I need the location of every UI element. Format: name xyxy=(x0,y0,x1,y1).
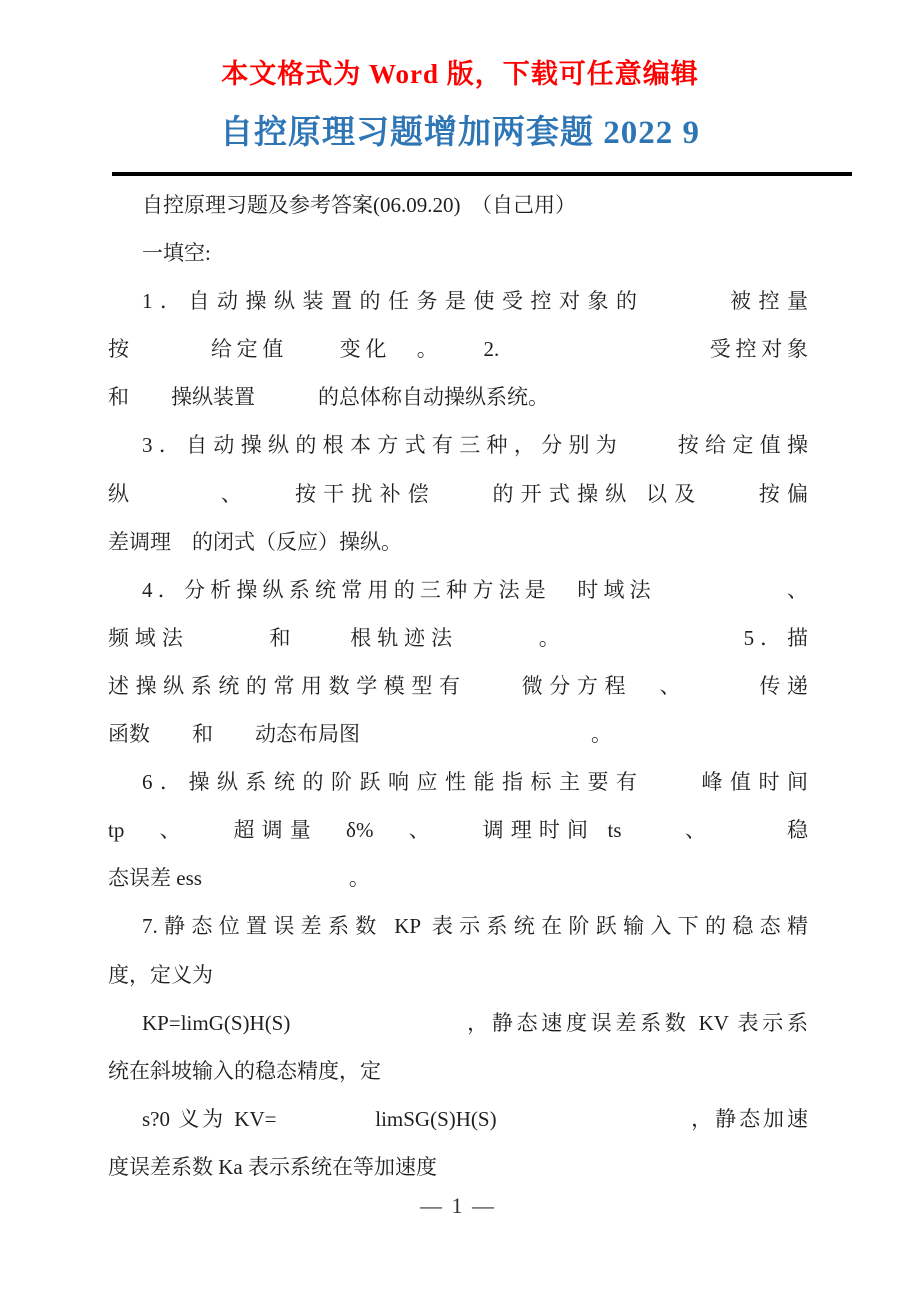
text-line: 度，定义为 xyxy=(108,962,213,987)
text-line: 7.静态位置误差系数 KP 表示系统在阶跃输入下的稳态精 xyxy=(142,914,808,939)
text-line: tp 、 超调量 δ% 、 调理时间 ts 、 稳 xyxy=(108,818,808,843)
text-line: 统在斜坡输入的稳态精度，定 xyxy=(108,1058,381,1083)
body-lines xyxy=(108,181,808,1191)
page-title: 自控原理习题增加两套题 2022 9 xyxy=(220,115,700,151)
text-line: 纵 、 按干扰补偿 的开式操纵 以及 按偏 xyxy=(108,481,808,506)
text-line: 4．分析操纵系统常用的三种方法是 时域法 、 xyxy=(142,577,808,602)
title-divider-line xyxy=(112,172,852,176)
page-number: — 1 — xyxy=(420,1193,496,1218)
text-line: 和 操纵装置 的总体称自动操纵系统。 xyxy=(108,385,549,410)
text-line: 自控原理习题及参考答案(06.09.20) （自己用） xyxy=(142,193,576,217)
text-line: 态误差 ess 。 xyxy=(108,866,370,891)
text-line: 一填空: xyxy=(142,241,211,266)
text-line: 述操纵系统的常用数学模型有 微分方程 、 传递 xyxy=(108,673,808,698)
text-line: 6．操纵系统的阶跃响应性能指标主要有 峰值时间 xyxy=(142,770,808,795)
text-line: 3．自动操纵的根本方式有三种，分别为 按给定值操 xyxy=(142,433,808,458)
format-notice: 本文格式为 Word 版，下载可任意编辑 xyxy=(221,59,699,89)
text-line: 度误差系数 Ka 表示系统在等加速度 xyxy=(108,1154,437,1179)
text-line: 差调理 的闭式（反应）操纵。 xyxy=(108,529,402,554)
text-line: 函数 和 动态布局图 。 xyxy=(108,722,612,747)
text-line: 频域法 和 根轨迹法 。 5．描 xyxy=(108,625,808,650)
text-line: 按 给定值 变化 。 2. 受控对象 xyxy=(108,337,808,362)
text-line: KP=limG(S)H(S) ，静态速度误差系数 KV 表示系 xyxy=(142,1010,808,1035)
text-line: 1．自动操纵装置的任务是使受控对象的 被控量 xyxy=(142,289,808,314)
text-line: s?0 义为 KV= limSG(S)H(S) ，静态加速 xyxy=(142,1106,808,1131)
